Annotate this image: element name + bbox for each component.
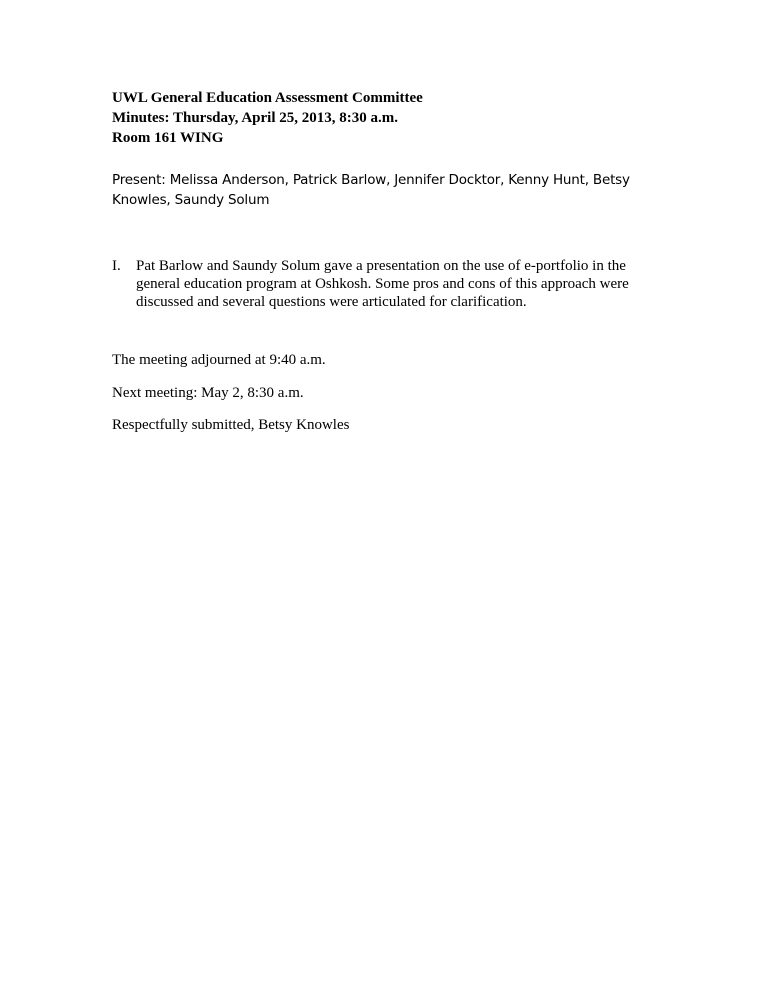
document-heading — [112, 88, 423, 148]
agenda-item-number: I. — [112, 258, 121, 274]
meeting-room: Room 161 WING — [112, 130, 224, 146]
committee-name: UWL General Education Assessment Committee — [112, 90, 423, 106]
submitted-by: Respectfully submitted, Betsy Knowles — [112, 417, 350, 433]
attendees-list: Present: Melissa Anderson, Patrick Barlow, Jennifer Docktor, Kenny Hunt, Betsy Knowles, Saundy Solum — [112, 172, 630, 208]
adjournment-note: The meeting adjourned at 9:40 a.m. — [112, 352, 326, 368]
next-meeting-note: Next meeting: May 2, 8:30 a.m. — [112, 385, 304, 401]
agenda-item-text: Pat Barlow and Saundy Solum gave a presentation on the use of e-portfolio in the general education program at Oshkosh. Some pros and cons of this approach were discussed and several questions were articulated for clarification. — [136, 258, 629, 310]
minutes-date: Minutes: Thursday, April 25, 2013, 8:30 a.m. — [112, 110, 399, 126]
agenda-item — [112, 257, 672, 311]
